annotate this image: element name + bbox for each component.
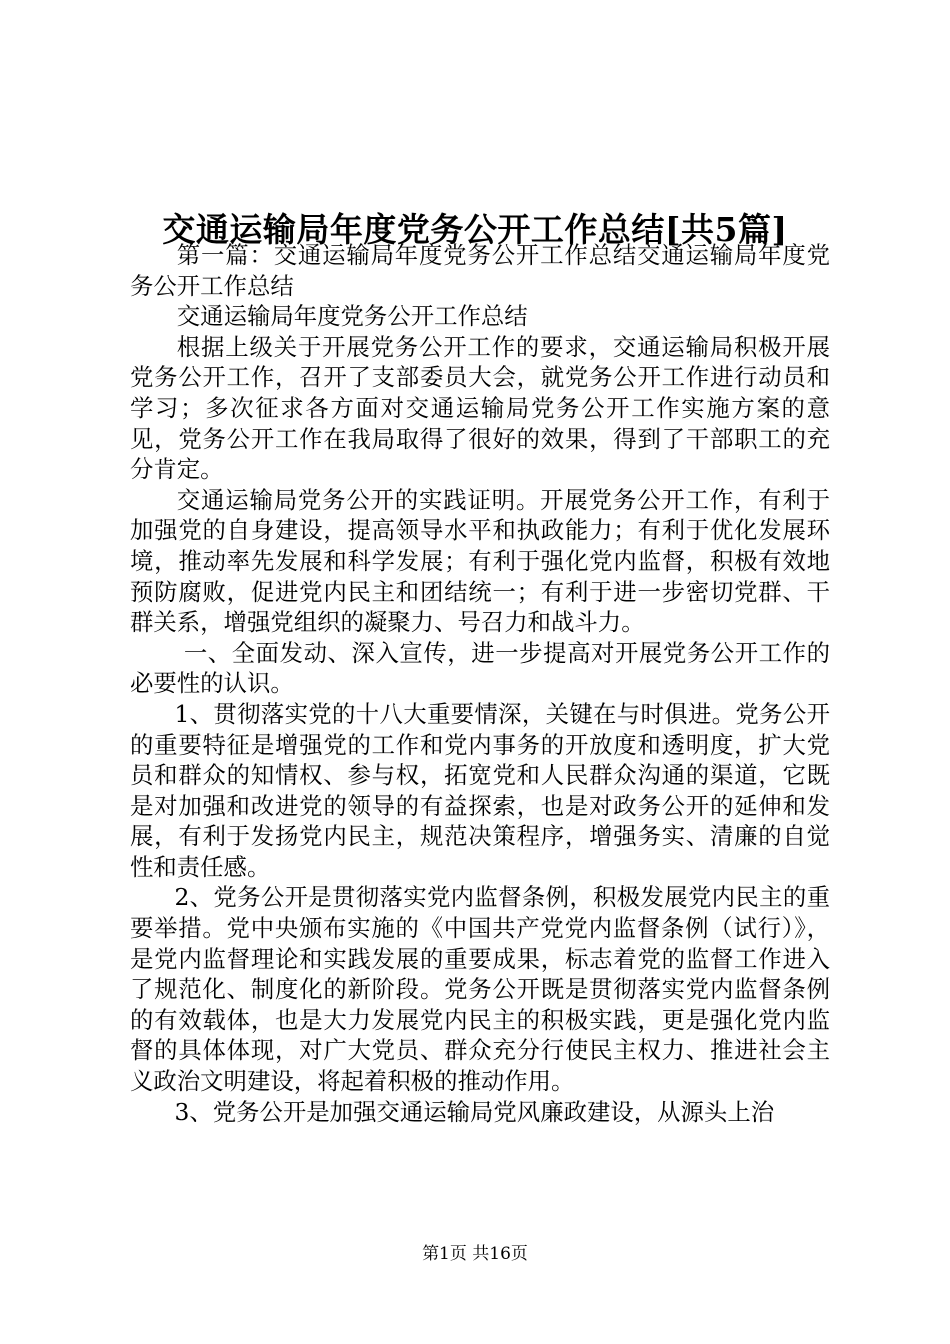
paragraph-intro: 根据上级关于开展党务公开工作的要求，交通运输局积极开展党务公开工作，召开了支部委员大会，就党务公开工作进行动员和学习；多次征求各方面对交通运输局党务公开工作实施方案的意见，党务公开工作在我局取得了很好的效果，得到了干部职工的充分肯定。 <box>130 332 830 484</box>
paragraph-subtitle: 交通运输局年度党务公开工作总结 <box>176 302 528 331</box>
page-number-footer: 第1页 共16页 <box>422 1244 528 1264</box>
paragraph-chapter-heading: 第一篇：交通运输局年度党务公开工作总结交通运输局年度党务公开工作总结 <box>130 241 830 300</box>
paragraph-practice: 交通运输局党务公开的实践证明。开展党务公开工作，有利于加强党的自身建设，提高领导水平和执政能力；有利于优化发展环境，推动率先发展和科学发展；有利于强化党内监督，积极有效地预防腐败，促进党内民主和团结统一；有利于进一步密切党群、干群关系，增强党组织的凝聚力、号召力和战斗力。 <box>130 485 830 637</box>
document-body <box>130 240 830 1127</box>
document-title: 交通运输局年度党务公开工作总结[共5篇] <box>162 210 788 250</box>
paragraph-section-one: 一、全面发动、深入宣传，进一步提高对开展党务公开工作的必要性的认识。 <box>130 638 830 698</box>
paragraph-item-2: 2、党务公开是贯彻落实党内监督条例，积极发展党内民主的重要举措。党中央颁布实施的《中国共产党党内监督条例（试行）》，是党内监督理论和实践发展的重要成果，标志着党的监督工作进入了规范化、制度化的新阶段。党务公开既是贯彻落实党内监督条例的有效载体，也是大力发展党内民主的积极实践，更是强化党内监督的具体体现，对广大党员、群众充分行使民主权力、推进社会主义政治文明建设，将起着积极的推动作用。 <box>130 883 830 1096</box>
paragraph-item-3: 3、党务公开是加强交通运输局党风廉政建设，从源头上治 <box>174 1097 775 1126</box>
paragraph-item-1: 1、贯彻落实党的十八大重要情深，关键在与时俱进。党务公开的重要特征是增强党的工作和党内事务的开放度和透明度，扩大党员和群众的知情权、参与权，拓宽党和人民群众沟通的渠道，它既是对加强和改进党的领导的有益探索，也是对政务公开的延伸和发展，有利于发扬党内民主，规范决策程序，增强务实、清廉的自觉性和责任感。 <box>130 699 830 881</box>
